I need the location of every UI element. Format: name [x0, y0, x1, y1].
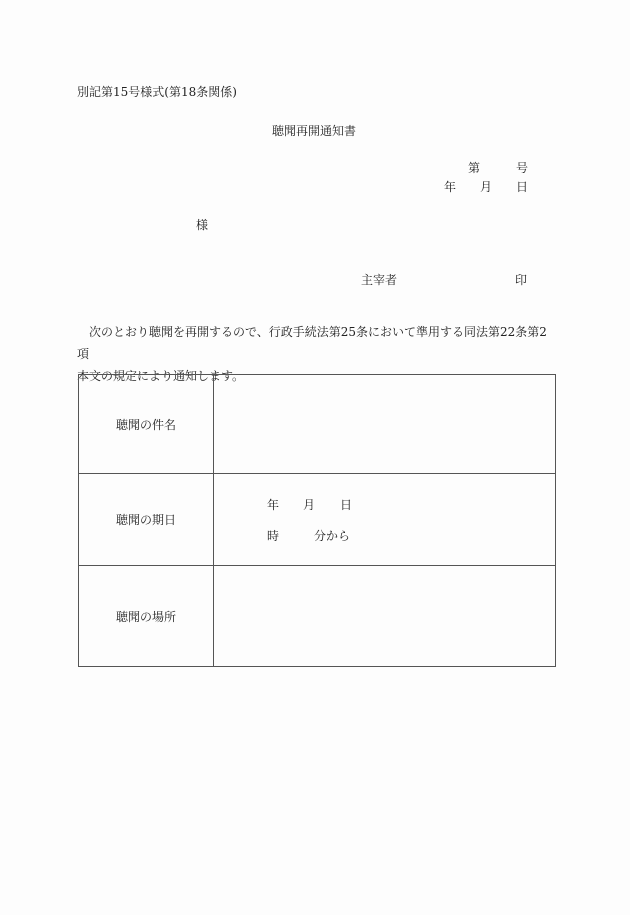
- body-line-2: 本文の規定により通知します。: [77, 369, 245, 383]
- hearing-month-label: 月: [303, 498, 316, 512]
- issue-date-month-label: 月: [480, 180, 493, 194]
- hearing-minute-label: 分から: [314, 529, 351, 543]
- location-value-cell: [214, 566, 555, 666]
- sender-role-label: 主宰者: [361, 273, 398, 287]
- hearing-hour-label: 時: [267, 529, 280, 543]
- table-row-subject: [79, 375, 555, 473]
- subject-label-cell: [79, 375, 214, 473]
- location-label: 聴聞の場所: [115, 609, 176, 624]
- hearing-details-table: [78, 374, 556, 667]
- table-row-date: [79, 473, 555, 565]
- subject-label: 聴聞の件名: [115, 417, 176, 432]
- hearing-year-label: 年: [267, 498, 280, 512]
- subject-value-cell: [214, 375, 555, 473]
- seal-label: 印: [515, 273, 528, 287]
- form-reference: 別記第15号様式(第18条関係): [77, 85, 237, 99]
- location-label-cell: [79, 566, 214, 666]
- issue-date-year-label: 年: [444, 180, 457, 194]
- body-line-1: 次のとおり聴聞を再開するので、行政手続法第25条において準用する同法第22条第2項: [77, 325, 547, 361]
- date-label: 聴聞の期日: [115, 513, 176, 527]
- date-value-cell: [214, 474, 555, 565]
- addressee-honorific: 様: [196, 218, 209, 232]
- date-label-cell: [79, 474, 214, 565]
- issue-date-day-label: 日: [516, 180, 529, 194]
- table-row-location: [79, 565, 555, 666]
- hearing-day-label: 日: [340, 498, 353, 512]
- document-number-suffix: 号: [516, 161, 529, 175]
- document-number-prefix: 第: [468, 161, 481, 175]
- document-title: 聴聞再開通知書: [272, 124, 357, 138]
